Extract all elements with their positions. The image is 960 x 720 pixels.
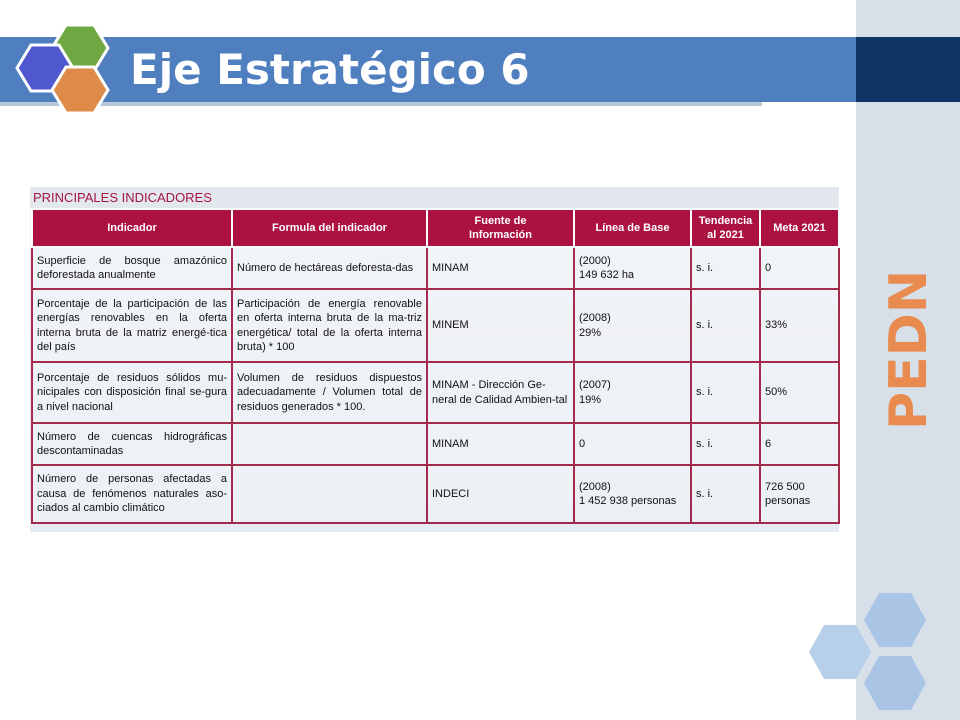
table-cell: 0: [760, 247, 839, 289]
table-cell: Número de personas afectadas a causa de fenómenos naturales aso-ciados al cambio climático: [32, 465, 232, 523]
column-header: Fuente de Información: [427, 209, 574, 247]
page-title: Eje Estratégico 6: [130, 45, 530, 94]
table-cell: 0: [574, 423, 691, 465]
table-cell: 6: [760, 423, 839, 465]
table-cell: Volumen de residuos dispuestos adecuadamente / Volumen total de residuos generados * 100.: [232, 362, 427, 423]
table-row: [32, 465, 839, 523]
pedn-vertical-label: [856, 240, 960, 450]
column-header: Línea de Base: [574, 209, 691, 247]
table-cell: s. i.: [691, 362, 760, 423]
table-cell: s. i.: [691, 465, 760, 523]
column-header: Formula del indicador: [232, 209, 427, 247]
table-cell: s. i.: [691, 423, 760, 465]
table-cell: MINAM: [427, 247, 574, 289]
table-cell: 33%: [760, 289, 839, 362]
column-header: Meta 2021: [760, 209, 839, 247]
table-caption: PRINCIPALES INDICADORES: [30, 187, 839, 208]
table-cell: Número de cuencas hidrográficas descontaminadas: [32, 423, 232, 465]
table-row: [32, 423, 839, 465]
indicators-panel: [30, 187, 839, 532]
table-cell: (2007) 19%: [574, 362, 691, 423]
table-cell: (2008) 1 452 938 personas: [574, 465, 691, 523]
hexagon-logo-icon: [10, 18, 120, 118]
table-cell: s. i.: [691, 289, 760, 362]
table-cell: Superficie de bosque amazónico deforestada anualmente: [32, 247, 232, 289]
table-cell: s. i.: [691, 247, 760, 289]
table-header-row: [32, 209, 839, 247]
table-cell: MINEM: [427, 289, 574, 362]
table-cell: Participación de energía renovable en oferta interna bruta de la ma-triz energética/ total de la oferta interna bruta) * 100: [232, 289, 427, 362]
table-cell: 726 500 personas: [760, 465, 839, 523]
table-cell: INDECI: [427, 465, 574, 523]
table-cell: [232, 465, 427, 523]
table-cell: MINAM - Dirección Ge-neral de Calidad Ambien-tal: [427, 362, 574, 423]
table-row: [32, 362, 839, 423]
table-cell: (2008) 29%: [574, 289, 691, 362]
table-row: [32, 289, 839, 362]
table-cell: Porcentaje de la participación de las energías renovables en la oferta interna bruta de la matriz energé-tica del país: [32, 289, 232, 362]
table-cell: 50%: [760, 362, 839, 423]
header-dark-block: [856, 37, 960, 102]
table-cell: (2000) 149 632 ha: [574, 247, 691, 289]
table-row: [32, 247, 839, 289]
decorative-hexagons-icon: [800, 585, 960, 720]
column-header: Tendencia al 2021: [691, 209, 760, 247]
table-cell: Número de hectáreas deforesta-das: [232, 247, 427, 289]
indicators-table: [31, 208, 840, 524]
table-cell: MINAM: [427, 423, 574, 465]
table-cell: Porcentaje de residuos sólidos mu-nicipales con disposición final se-gura a nivel nacional: [32, 362, 232, 423]
column-header: Indicador: [32, 209, 232, 247]
pedn-text: PEDN: [879, 269, 939, 430]
table-cell: [232, 423, 427, 465]
